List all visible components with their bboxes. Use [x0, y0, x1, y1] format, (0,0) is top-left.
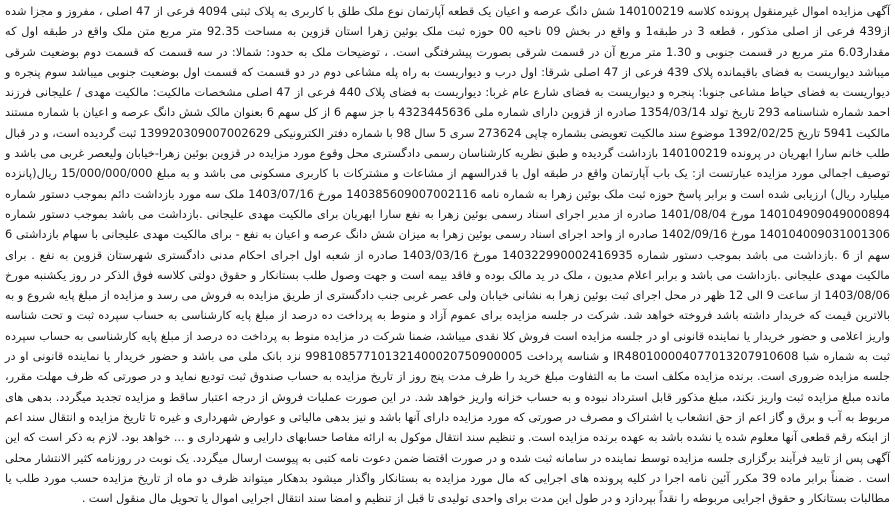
auction-notice-text: آگهی مزایده اموال غیرمنقول پرونده کلاسه 140100219 شش دانگ عرصه و اعیان یک قطعه آپارتمان نوع ملک طلق با کاربری به پلاک ثبتی 4094 فرعی از 47 اصلی ، مفروز و مجزا شده از439 فرعی از اصلی مذکور ، قطعه 3 در طبقه1 و واقع در بخش 09 ناحیه 00 حوزه ثبت ملک بوئین زهرا استان قزوین به مساحت 92.35 متر مربع متن ملک واقع در طبقه اول که مقدار6.03 متر مربع در قسمت جنوبی و 1.30 متر مربع آن در قسمت شرقی بصورت پیشرفتگی است. ، توضیحات ملک به حدود: شمالا: در سه قسمت که قسمت دوم بوضعیت شرقی میباشد دیواریست به فضای باقیمانده پلاک 439 فرعی از 47 اصلی شرقا: اول درب و دیواریست به راه پله مشاعی دوم در دو قسمت که قسمت اول بوضعیت جنوبی میباشد سوم پنجره و دیواریست به فضای حیاط مشاعی جنوبا: پنجره و دیواریست به فضای شارع عام غربا: دیواریست به فضای پلاک 440 فرعی از 47 اصلی مشخصات مالکیت: مالکیت مهدی / علیجانی فرزند احمد شماره شناسنامه 293 تاریخ تولد 1354/03/14 صادره از قزوین دارای شماره ملی 4323445636 با جز سهم 6 از کل سهم 6 بعنوان مالک شش دانگ عرصه و اعیان با شماره مستند مالکیت 5941 تاریخ 1392/02/25 موضوع سند مالکیت تعویضی بشماره چاپی 273624 سری 5 سال 98 با شماره دفتر الکترونیکی 139920309007002629 ثبت گردیده است، و در قبال طلب خانم سارا ابهریان در پرونده 140100219 بازداشت گردیده و طبق نظریه کارشناسان رسمی دادگستری محل وقوع مورد مزایده در قزوین بوئین زهرا-خیابان ولیعصر غربی می باشد و توصیف اجمالی مورد مزایده عبارتست از: یک باب آپارتمان واقع در طبقه اول با قدرالسهم از مشاعات و مشترکات با کاربری مسکونی می باشد و به مبلغ 15/000/000/000 ریال(پانزده میلیارد ریال) ارزیابی شده است و برابر پاسخ حوزه ثبت ملک بوئین زهرا به شماره نامه 140385609007002116 مورخ 1403/07/16 ملک سه مورد بازداشت دائم بموجب دستور شماره 140104909049000894 مورخ 1401/08/04 صادره از مدیر اجرای اسناد رسمی بوئین زهرا به نفع سارا ابهریان برای مالکیت مهدی علیجانی .بازداشت می باشد بموجب دستور شماره 140104009031001306 مورخ 1402/09/16 صادره از واحد اجرای اسناد رسمی بوئین زهرا به میزان شش دانگ عرصه و اعیان به نفع - برای مالکیت مهدی علیجانی با سهام بازداشتی 6 سهم از 6 .بازداشت می باشد بموجب دستور شماره 140322990002416935 مورخ 1403/03/16 صادره از شعبه اول اجرای احکام مدنی دادگستری شهرستان قزوین به نفع . برای مالکیت مهدی علیجانی .بازداشت می باشد و برابر اعلام مدیون ، ملک در ید مالک بوده و فاقد بیمه است و جهت وصول طلب بستانکار و حقوق دولتی کلاسه فوق الذکر در روز یکشنبه مورخ 1403/08/06 از ساعت 9 الی 12 ظهر در محل اجرای ثبت بوئین زهرا به نشانی خیابان ولی عصر غربی جنب دادگستری از طریق مزایده به فروش می رسد و مزایده از مبلغ پایه شروع و به بالاترین قیمت که خریدار داشته باشد فروخته خواهد شد. شرکت در جلسه مزایده برای عموم آزاد و منوط به پرداخت ده درصد از مبلغ پایه کارشناسی به حساب سپرده ثبت و تحت شناسه واریز اعلامی و حضور خریدار یا نماینده قانونی او در جلسه مزایده است فروش کلا نقدی میباشد، ضمنا شرکت در مزایده منوط به پرداخت ده درصد از مبلغ پایه کارشناسی به حساب سپرده ثبت به شماره شبا IR480100004077013207910608 و شناسه پرداخت 998108577101321400020750900005 نزد بانک ملی می باشد و حضور خریدار یا نماینده قانونی او در جلسه مزایده ضروری است. برنده مزایده مکلف است ما به التفاوت مبلغ خرید را ظرف مدت پنج روز از تاریخ مزایده به حساب صندوق ثبت تودیع نماید و در صورتی که ظرف مهلت مقرر، مانده مبلغ مزایده ثبت واریز نکند، مبلغ مذکور قابل استرداد نبوده و به حساب خزانه واریز خواهد شد. در این صورت عملیات فروش از درجه اعتبار ساقط و مزایده تجدید میگردد. بدهی های مربوط به آب و برق و گاز اعم از حق انشعاب یا اشتراک و مصرف در صورتی که مورد مزایده دارای آنها باشد و نیز بدهی مالیاتی و عوارض شهرداری و غیره تا تاریخ مزایده و انتقال سند اعم از اینکه رقم قطعی آنها معلوم شده یا نشده باشد به عهده برنده مزایده است. و تنظیم سند انتقال موکول به ارائه مفاصا حسابهای دارایی و شهرداری و ... خواهد بود. لازم به ذکر است که این آگهی پس از تایید فرآیند برگزاری جلسه مزایده توسط نماینده در سامانه ثبت شده و در صورت اقتضا ضمن دعوت نامه کتبی به پیوست ارسال میگردد. یک نوبت در روزنامه کثیر الانتشار محلی است . ضمناً برابر ماده 39 مکرر آئین نامه اجرا در کلیه پرونده های اجرایی که مال مورد مزایده به بستانکار واگذار میشود بدهکار میتواند ظرف دو ماه از تاریخ مزایده حسب مورد طلب یا مطالبات بستانکار و حقوق اجرایی مربوطه را نقداً بپردازد و در طول این مدت برای واحدی تولیدی تا قبل از تنظیم و امضا سند انتقال اجرایی اموال یا تحویل مال منقول است . [5, 4, 891, 506]
